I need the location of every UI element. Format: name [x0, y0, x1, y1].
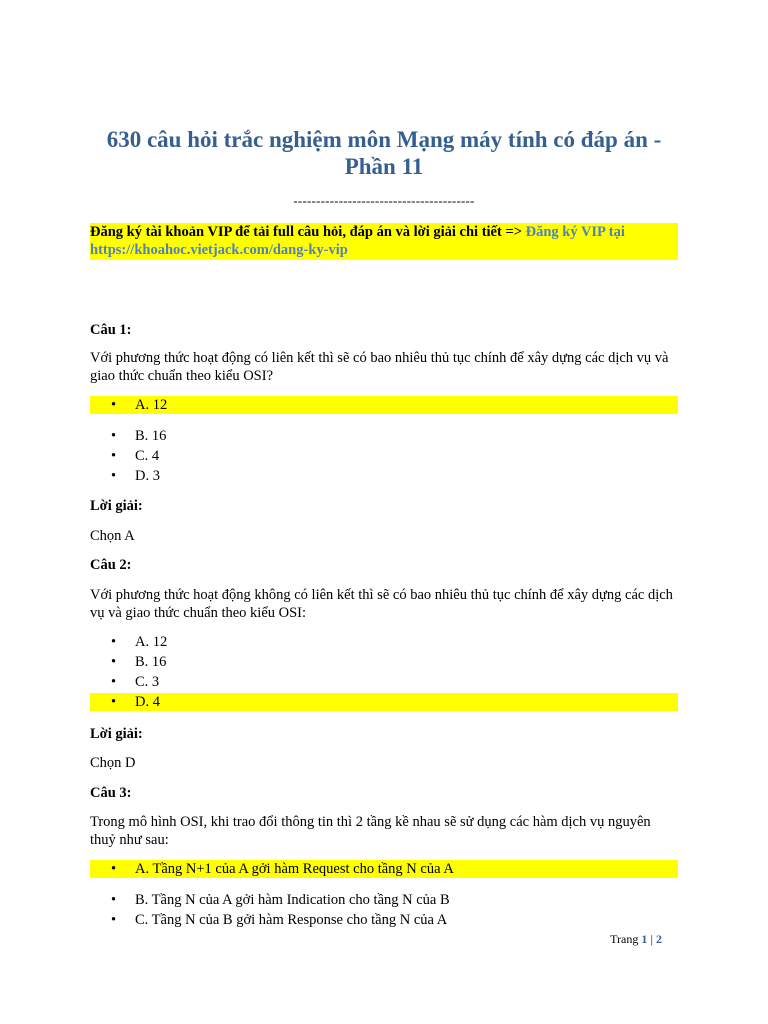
divider: ----------------------------------------	[293, 193, 475, 208]
question-1-label: Câu 1:	[90, 322, 132, 338]
page-prefix: Trang	[610, 932, 642, 946]
question-2-option-a: • A. 12	[111, 634, 168, 650]
question-2-option-b: • B. 16	[111, 654, 167, 670]
question-1-option-d: • D. 3	[111, 468, 160, 484]
question-1-text: Với phương thức hoạt động có liên kết thì sẽ có bao nhiêu thủ tục chính để xây dựng các dịch vụ và giao thức chuẩn theo kiểu OSI?	[90, 350, 669, 384]
bullet-icon: •	[111, 397, 117, 413]
bullet-icon: •	[111, 468, 117, 484]
question-3-text: Trong mô hình OSI, khi trao đổi thông tin thì 2 tầng kề nhau sẽ sử dụng các hàm dịch vụ nguyên thuỷ như sau:	[90, 814, 651, 848]
question-1-answer: Chọn A	[90, 528, 135, 544]
question-1-option-a: • A. 12	[90, 396, 678, 414]
page-separator: |	[647, 932, 656, 946]
page-total: 2	[656, 932, 662, 946]
bullet-icon: •	[111, 654, 117, 670]
question-3-label: Câu 3:	[90, 785, 132, 801]
vip-link[interactable]: Đăng ký VIP tại https://khoahoc.vietjack.com/dang-ky-vip	[90, 224, 625, 258]
question-2-option-c: • C. 3	[111, 674, 160, 690]
question-1-option-c: • C. 4	[111, 448, 160, 464]
page-number	[610, 932, 662, 947]
page-title: 630 câu hỏi trắc nghiệm môn Mạng máy tính có đáp án - Phần 11	[106, 127, 662, 179]
page-current: 1	[641, 932, 648, 946]
bullet-icon: •	[111, 892, 117, 908]
question-3-option-b: • B. Tầng N của A gởi hàm Indication cho tầng N của B	[111, 892, 450, 908]
question-3-option-c: • C. Tầng N của B gởi hàm Response cho tầng N của A	[111, 912, 448, 928]
question-2-option-d: • D. 4	[90, 693, 678, 711]
bullet-icon: •	[111, 861, 117, 877]
vip-text: Đăng ký tài khoản VIP để tải full câu hỏi, đáp án và lời giải chi tiết =>	[90, 224, 526, 240]
question-2-label: Câu 2:	[90, 557, 132, 573]
bullet-icon: •	[111, 912, 117, 928]
bullet-icon: •	[111, 634, 117, 650]
vip-banner	[90, 223, 678, 260]
question-2-solution-label: Lời giải:	[90, 726, 143, 742]
bullet-icon: •	[111, 694, 117, 710]
question-2-answer: Chọn D	[90, 755, 136, 771]
bullet-icon: •	[111, 428, 117, 444]
question-2-text: Với phương thức hoạt động không có liên kết thì sẽ có bao nhiêu thủ tục chính để xây dựng các dịch vụ và giao thức chuẩn theo kiểu OSI:	[90, 587, 673, 621]
question-3-option-a: • A. Tầng N+1 của A gởi hàm Request cho tầng N của A	[90, 860, 678, 878]
bullet-icon: •	[111, 448, 117, 464]
bullet-icon: •	[111, 674, 117, 690]
question-1-solution-label: Lời giải:	[90, 498, 143, 514]
question-1-option-b: • B. 16	[111, 428, 167, 444]
